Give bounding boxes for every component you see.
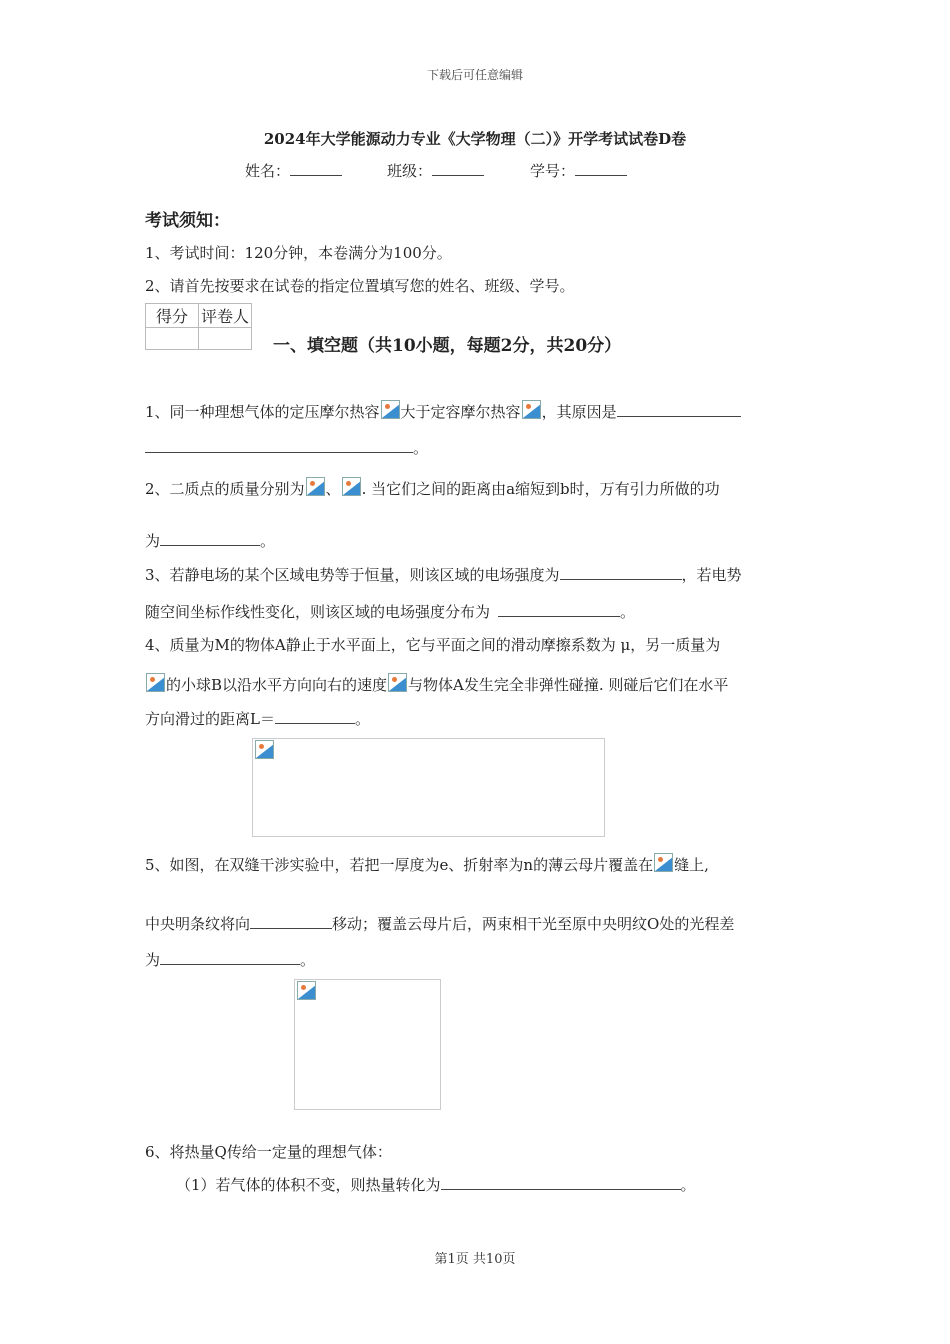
formula-image-icon (306, 477, 325, 496)
broken-image-icon (297, 981, 316, 1000)
q5-end: 。 (300, 951, 316, 969)
formula-image-icon (146, 673, 165, 692)
q4-text-b: 的小球B以沿水平方向向右的速度 (166, 676, 388, 694)
q3-text-c: 随空间坐标作线性变化，则该区域的电场强度分布为 (145, 603, 491, 621)
q5-blank-2[interactable] (160, 950, 300, 965)
formula-image-icon (522, 400, 541, 419)
score-table (145, 303, 252, 350)
q2-text-b: . 当它们之间的距离由a缩短到b时，万有引力所做的功 (361, 480, 720, 498)
q5-text-c: 中央明条纹将向 (145, 915, 251, 933)
q4-text-d: 方向滑过的距离L＝ (145, 710, 275, 728)
notice-item-2: 2、请首先按要求在试卷的指定位置填写您的姓名、班级、学号。 (145, 277, 575, 295)
q1-end: 。 (413, 439, 429, 457)
class-field (387, 160, 484, 181)
q5-blank-1[interactable] (250, 914, 332, 929)
q1-blank-2[interactable] (145, 438, 413, 453)
q1-text-c: ，其原因是 (541, 403, 617, 421)
header-note: 下载后可任意编辑 (426, 68, 523, 82)
student-id-field (530, 160, 627, 181)
q5-text-b: 缝上, (674, 856, 709, 874)
name-field (245, 160, 342, 181)
q1-text-b: 大于定容摩尔热容 (400, 403, 521, 421)
question-5-cont-2 (145, 949, 315, 970)
q4-text-c: 与物体A发生完全非弹性碰撞. 则碰后它们在水平 (408, 676, 729, 694)
q6-text-a: 6、将热量Q传给一定量的理想气体： (145, 1143, 392, 1161)
q3-end: 。 (620, 603, 636, 621)
q3-blank-1[interactable] (560, 565, 682, 580)
q4-blank[interactable] (275, 709, 355, 724)
q2-end: 。 (260, 532, 276, 550)
q3-text-a: 3、若静电场的某个区域电势等于恒量，则该区域的电场强度为 (145, 566, 560, 584)
exam-title: 2024年大学能源动力专业《大学物理（二）》开学考试试卷D卷 (263, 130, 687, 148)
id-label: 学号： (530, 162, 576, 180)
formula-image-icon (342, 477, 361, 496)
question-4-cont-2 (145, 708, 370, 729)
question-5 (145, 853, 709, 875)
broken-image-icon (255, 740, 274, 759)
score-cell[interactable] (146, 328, 199, 350)
question-3 (145, 564, 742, 585)
part1-title: 一、填空题（共10小题，每题2分，共20分） (273, 336, 622, 356)
q4-end: 。 (354, 710, 370, 728)
question-1-cont (145, 437, 428, 458)
grader-cell[interactable] (199, 328, 252, 350)
name-blank[interactable] (290, 161, 342, 176)
question-2-cont (145, 530, 275, 551)
q5-text-a: 5、如图，在双缝干涉实验中，若把一厚度为e、折射率为n的薄云母片覆盖在 (145, 856, 654, 874)
q1-text-a: 1、同一种理想气体的定压摩尔热容 (145, 403, 380, 421)
class-blank[interactable] (432, 161, 484, 176)
class-label: 班级： (387, 162, 433, 180)
name-label: 姓名： (245, 162, 291, 180)
question-5-cont (145, 913, 734, 934)
formula-image-icon (654, 853, 673, 872)
q4-figure (252, 738, 605, 837)
score-header: 得分 (146, 304, 199, 328)
q6-end: 。 (680, 1176, 696, 1194)
q5-text-e: 为 (145, 951, 161, 969)
q2-text-a: 2、二质点的质量分别为 (145, 480, 305, 498)
grader-header: 评卷人 (199, 304, 252, 328)
q6-text-b: （1）若气体的体积不变，则热量转化为 (176, 1176, 441, 1194)
question-1 (145, 400, 741, 422)
q3-text-b: ，若电势 (681, 566, 742, 584)
q2-text-c: 为 (145, 532, 161, 550)
page-footer: 第1页 共10页 (434, 1252, 516, 1267)
notice-heading: 考试须知： (145, 211, 230, 231)
notice-item-1: 1、考试时间：120分钟，本卷满分为100分。 (145, 244, 452, 262)
q5-figure (294, 979, 441, 1110)
q6-blank-1[interactable] (441, 1175, 681, 1190)
question-4 (145, 634, 720, 655)
formula-image-icon (388, 673, 407, 692)
question-2 (145, 477, 720, 499)
q1-blank-1[interactable] (617, 402, 741, 417)
q4-text-a: 4、质量为M的物体A静止于水平面上，它与平面之间的滑动摩擦系数为 μ，另一质量为 (145, 636, 721, 654)
q5-text-d: 移动；覆盖云母片后，两束相干光至原中央明纹O处的光程差 (332, 915, 735, 933)
q2-blank[interactable] (160, 531, 260, 546)
question-6 (145, 1141, 392, 1162)
q3-blank-2[interactable] (498, 602, 620, 617)
q2-sep: 、 (325, 480, 341, 498)
question-6-sub-1 (176, 1174, 696, 1195)
id-blank[interactable] (575, 161, 627, 176)
question-4-cont (145, 673, 728, 695)
question-3-cont (145, 601, 635, 622)
formula-image-icon (381, 400, 400, 419)
